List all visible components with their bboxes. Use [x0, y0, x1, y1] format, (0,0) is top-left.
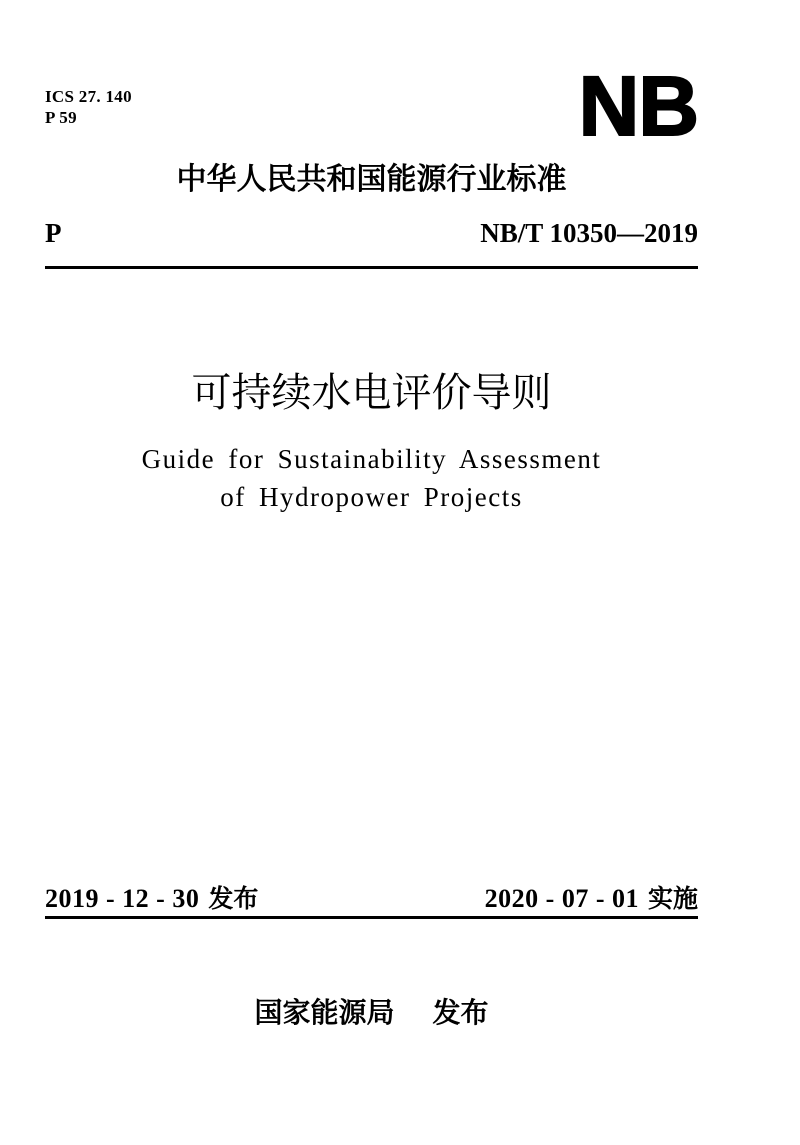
header-rule	[45, 266, 698, 269]
ics-code: ICS 27. 140	[45, 87, 132, 106]
title-en	[45, 440, 698, 516]
standard-category-heading: 中华人民共和国能源行业标准	[176, 163, 567, 196]
issue-date-group	[45, 879, 258, 915]
title-cn: 可持续水电评价导则	[191, 370, 552, 415]
issue-label: 发布	[208, 885, 259, 913]
implementation-date: 2020 - 07 - 01	[484, 884, 639, 913]
title-en-line2: of Hydropower Projects	[220, 482, 523, 512]
publisher-action: 发布	[432, 997, 489, 1028]
issue-date: 2019 - 12 - 30	[45, 884, 200, 913]
index-letter: P	[45, 218, 62, 248]
dates-row	[45, 879, 698, 915]
publisher-name: 国家能源局	[254, 997, 395, 1028]
footer-rule	[45, 916, 698, 919]
nb-logo: NB	[578, 59, 698, 153]
implementation-label: 实施	[647, 885, 698, 913]
title-en-line1: Guide for Sustainability Assessment	[141, 444, 602, 474]
doc-class-code: P 59	[45, 108, 77, 127]
classification-codes	[45, 86, 132, 128]
standard-number: NB/T 10350—2019	[480, 218, 698, 248]
implementation-date-group	[485, 879, 698, 915]
doc-number-row	[45, 217, 698, 249]
publisher-row	[45, 996, 698, 1030]
